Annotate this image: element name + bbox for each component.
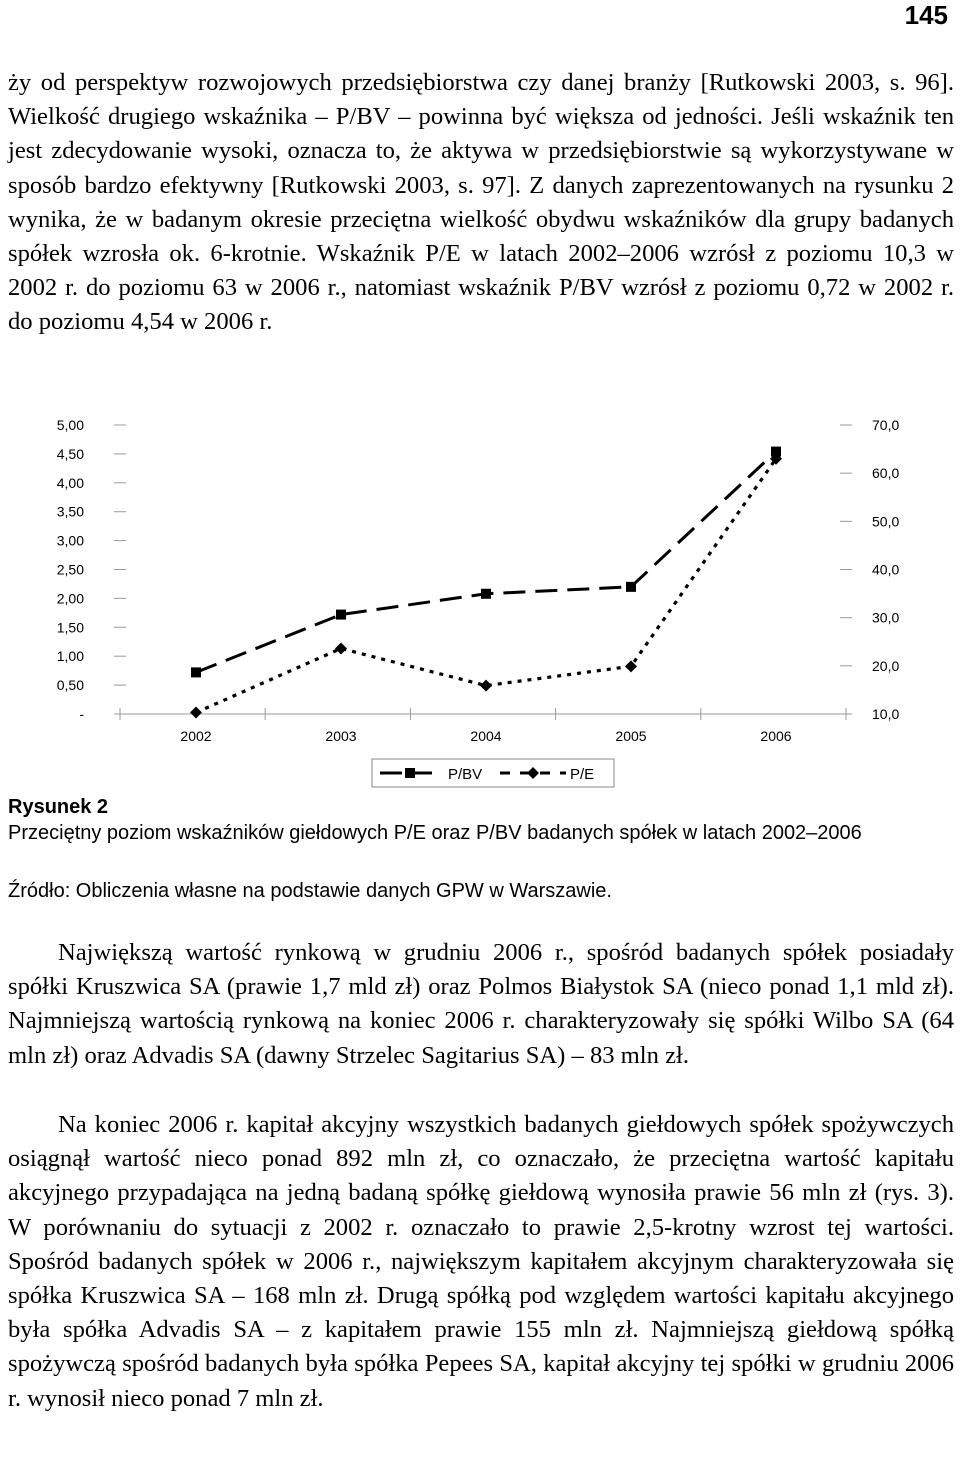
legend-label-pe: P/E: [570, 766, 595, 783]
x-axis-tick-label: 2002: [180, 728, 212, 744]
left-axis-tick-label: 0,50: [56, 677, 84, 694]
caption-source: Źródło: Obliczenia własne na podstawie danych GPW w Warszawie.: [8, 880, 612, 902]
right-axis-tick-label: 30,0: [872, 609, 900, 626]
left-axis-tick-label: 2,50: [56, 561, 84, 578]
left-axis-tick-label: 2,00: [56, 590, 84, 607]
right-axis-tick-label: 10,0: [872, 706, 900, 722]
x-axis-tick-label: 2004: [470, 728, 502, 744]
right-axis-tick-label: 70,0: [872, 417, 900, 433]
legend-marker-pbv: [405, 768, 415, 778]
page-number: 145: [904, 0, 948, 30]
data-point-marker: [336, 610, 346, 620]
data-point-marker: [191, 667, 201, 677]
left-axis-tick-label: 5,00: [56, 417, 84, 433]
series-layer: [190, 447, 782, 719]
paragraph-bottom: Na koniec 2006 r. kapitał akcyjny wszystkich badanych giełdowych spółek spożywczych osiągnął wartość nieco ponad 892 mln zł, co oznaczało, że przeciętna wartość kapitału akcyjnego przypadająca na jedną badaną spółkę giełdową wynosiła prawie 56 mln zł (rys. 3). W porównaniu do sytuacji z 2002 r. oznaczało to prawie 2,5-krotny wzrost tej wartości. Spośród badanych spółek w 2006 r., największym kapitałem akcyjnym charakteryzowała się spółka Kruszwica SA – 168 mln zł. Drugą spółką pod względem wartości kapitału akcyjnego była spółka Advadis SA – z kapitałem prawie 155 mln zł. Najmniejszą giełdową spółką spożywczą spośród badanych była spółka Pepees SA, kapitał akcyjny tej spółki w grudniu 2006 r. wynosił nieco ponad 7 mln zł.: [8, 1111, 954, 1412]
x-axis: [120, 708, 846, 744]
data-point-marker: [335, 642, 347, 654]
left-axis-tick-label: 1,00: [56, 648, 84, 665]
paragraph-top: ży od perspektyw rozwojowych przedsiębiorstwa czy danej branży [Rutkowski 2003, s. 96]. Wielkość drugiego wskaźnika – P/BV – powinna być większa od jedności. Jeśli wskaźnik ten jest zdecydowanie wysoki, oznacza to, że aktywa w przedsiębiorstwie są wykorzystywane w sposób bardzo efektywny [Rutkowski 2003, s. 97]. Z danych zaprezentowanych na rysunku 2 wynika, że w badanym okresie przeciętna wielkość obydwu wskaźników dla grupy badanych spółek wzrosła ok. 6-krotnie. Wskaźnik P/E w latach 2002–2006 wzrósł z poziomu 10,3 w 2002 r. do poziomu 63 w 2006 r., natomiast wskaźnik P/BV wzrósł z poziomu 0,72 w 2002 r. do poziomu 4,54 w 2006 r.: [8, 69, 954, 336]
series-line-pe: [196, 459, 776, 713]
legend: [372, 759, 614, 787]
left-axis: [57, 417, 126, 722]
data-point-marker: [626, 582, 636, 592]
left-axis-tick-label: -: [79, 706, 84, 722]
right-axis: [840, 417, 899, 722]
caption-title: Przeciętny poziom wskaźników giełdowych P/E oraz P/BV badanych spółek w latach 2002–2006: [8, 822, 862, 844]
x-axis-tick-label: 2005: [615, 728, 647, 744]
caption-label: Rysunek 2: [8, 796, 109, 818]
data-point-marker: [481, 589, 491, 599]
data-point-marker: [480, 680, 492, 692]
left-axis-tick-label: 1,50: [56, 619, 84, 636]
left-axis-tick-label: 4,50: [56, 445, 84, 462]
data-point-marker: [190, 707, 202, 719]
chart-pe-pbv: [0, 405, 960, 790]
paragraph-mid: Największą wartość rynkową w grudniu 2006 r., spośród badanych spółek posiadały spółki Kruszwica SA (prawie 1,7 mld zł) oraz Polmos Białystok SA (nieco ponad 1,1 mld zł). Najmniejszą wartością rynkową na koniec 2006 r. charakteryzowały się spółki Wilbo SA (64 mln zł) oraz Advadis SA (dawny Strzelec Sagitarius SA) – 83 mln zł.: [8, 939, 954, 1069]
right-axis-tick-label: 20,0: [872, 657, 900, 674]
right-axis-tick-label: 40,0: [872, 561, 900, 578]
x-axis-tick-label: 2006: [760, 728, 792, 744]
right-axis-tick-label: 50,0: [872, 513, 900, 530]
right-axis-tick-label: 60,0: [872, 465, 900, 482]
figure-caption: [8, 794, 958, 846]
left-axis-tick-label: 3,00: [56, 532, 84, 549]
series-line-pbv: [196, 452, 776, 673]
left-axis-tick-label: 3,50: [56, 503, 84, 520]
legend-label-pbv: P/BV: [448, 766, 483, 783]
x-axis-tick-label: 2003: [325, 728, 357, 744]
left-axis-tick-label: 4,00: [56, 474, 84, 491]
